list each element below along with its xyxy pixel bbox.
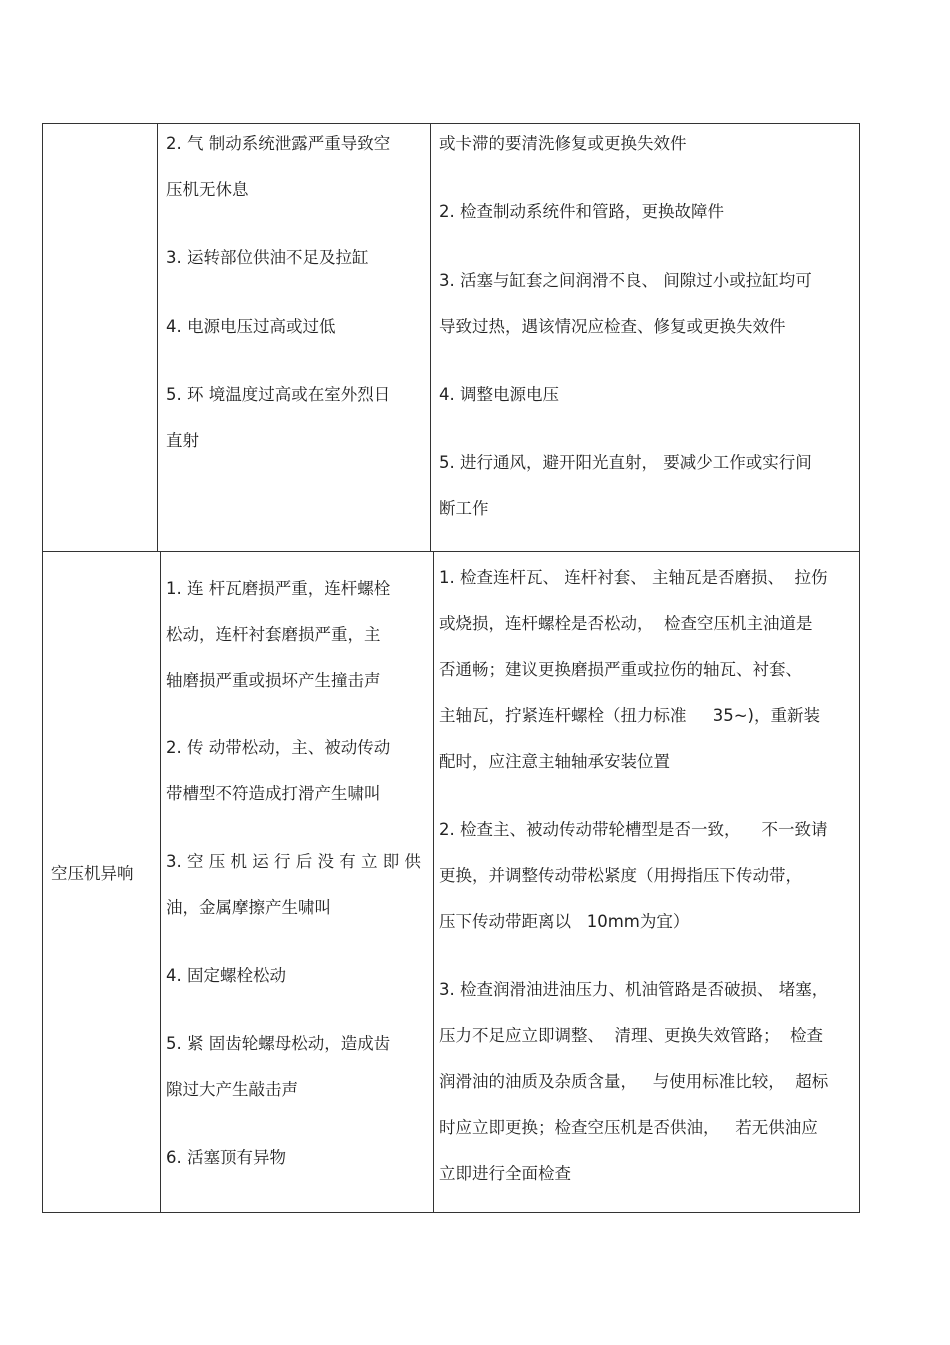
noise-remedy-2-line-2: 更换，并调整传动带松紧度（用拇指压下传动带，: [439, 866, 802, 885]
cause-5-line-1: 5. 环 境温度过高或在室外烈日: [166, 385, 391, 404]
remedy-4-line-1: 4. 调整电源电压: [439, 385, 559, 404]
noise-remedy-3-line-1: 3. 检查润滑油进油压力、机油管路是否破损、 堵塞，: [439, 980, 829, 999]
noise-remedy-2-line-1: 2. 检查主、被动传动带轮槽型是否一致， 不一致请: [439, 820, 828, 839]
fault-label: 空压机异响: [51, 864, 134, 883]
noise-remedy-1-line-5: 配时，应注意主轴轴承安装位置: [439, 752, 670, 771]
noise-cause-5-line-1: 5. 紧 固齿轮螺母松动，造成齿: [166, 1034, 391, 1053]
remedy-3-line-2: 导致过热，遇该情况应检查、修复或更换失效件: [439, 317, 786, 336]
column-divider-2b: [433, 551, 434, 1212]
remedy-5-line-1: 5. 进行通风，避开阳光直射， 要减少工作或实行间: [439, 453, 812, 472]
noise-cause-5-line-2: 隙过大产生敲击声: [166, 1080, 298, 1099]
noise-remedy-1-line-3: 否通畅；建议更换磨损严重或拉伤的轴瓦、衬套、: [439, 660, 802, 679]
noise-remedy-2-line-3: 压下传动带距离以 10mm为宜）: [439, 912, 690, 931]
cause-3-line-1: 3. 运转部位供油不足及拉缸: [166, 248, 369, 267]
column-divider-1: [157, 124, 158, 551]
cause-4-line-1: 4. 电源电压过高或过低: [166, 317, 336, 336]
cause-5-line-2: 直射: [166, 431, 199, 450]
column-divider-2: [430, 124, 431, 551]
noise-cause-1-line-3: 轴磨损严重或损坏产生撞击声: [166, 671, 381, 690]
noise-cause-4-line-1: 4. 固定螺栓松动: [166, 966, 286, 985]
noise-cause-6-line-1: 6. 活塞顶有异物: [166, 1148, 286, 1167]
noise-remedy-3-line-3: 润滑油的油质及杂质含量， 与使用标准比较， 超标: [439, 1072, 829, 1091]
noise-remedy-1-line-1: 1. 检查连杆瓦、 连杆衬套、 主轴瓦是否磨损、 拉伤: [439, 568, 828, 587]
column-divider-1b: [160, 551, 161, 1212]
noise-cause-1-line-1: 1. 连 杆瓦磨损严重，连杆螺栓: [166, 579, 391, 598]
noise-cause-3-line-1: 3. 空 压 机 运 行 后 没 有 立 即 供: [166, 852, 421, 871]
noise-remedy-1-line-4: 主轴瓦，拧紧连杆螺栓（扭力标准 35~)，重新装: [439, 706, 820, 725]
noise-cause-2-line-1: 2. 传 动带松动，主、被动传动: [166, 738, 391, 757]
noise-cause-1-line-2: 松动，连杆衬套磨损严重，主: [166, 625, 381, 644]
noise-remedy-1-line-2: 或烧损，连杆螺栓是否松动， 检查空压机主油道是: [439, 614, 813, 633]
noise-remedy-3-line-4: 时应立即更换；检查空压机是否供油， 若无供油应: [439, 1118, 818, 1137]
noise-cause-3-line-2: 油，金属摩擦产生啸叫: [166, 898, 331, 917]
cause-2-line-2: 压机无休息: [166, 180, 249, 199]
noise-cause-2-line-2: 带槽型不符造成打滑产生啸叫: [166, 784, 381, 803]
remedy-3-line-1: 3. 活塞与缸套之间润滑不良、 间隙过小或拉缸均可: [439, 271, 812, 290]
remedy-1-tail: 或卡滞的要清洗修复或更换失效件: [439, 134, 687, 153]
remedy-2-line-1: 2. 检查制动系统件和管路，更换故障件: [439, 202, 724, 221]
noise-remedy-3-line-5: 立即进行全面检查: [439, 1164, 571, 1183]
noise-remedy-3-line-2: 压力不足应立即调整、 清理、更换失效管路； 检查: [439, 1026, 823, 1045]
remedy-5-line-2: 断工作: [439, 499, 489, 518]
troubleshooting-table: [42, 123, 860, 1213]
cause-2-line-1: 2. 气 制动系统泄露严重导致空: [166, 134, 391, 153]
row-divider: [43, 551, 859, 552]
